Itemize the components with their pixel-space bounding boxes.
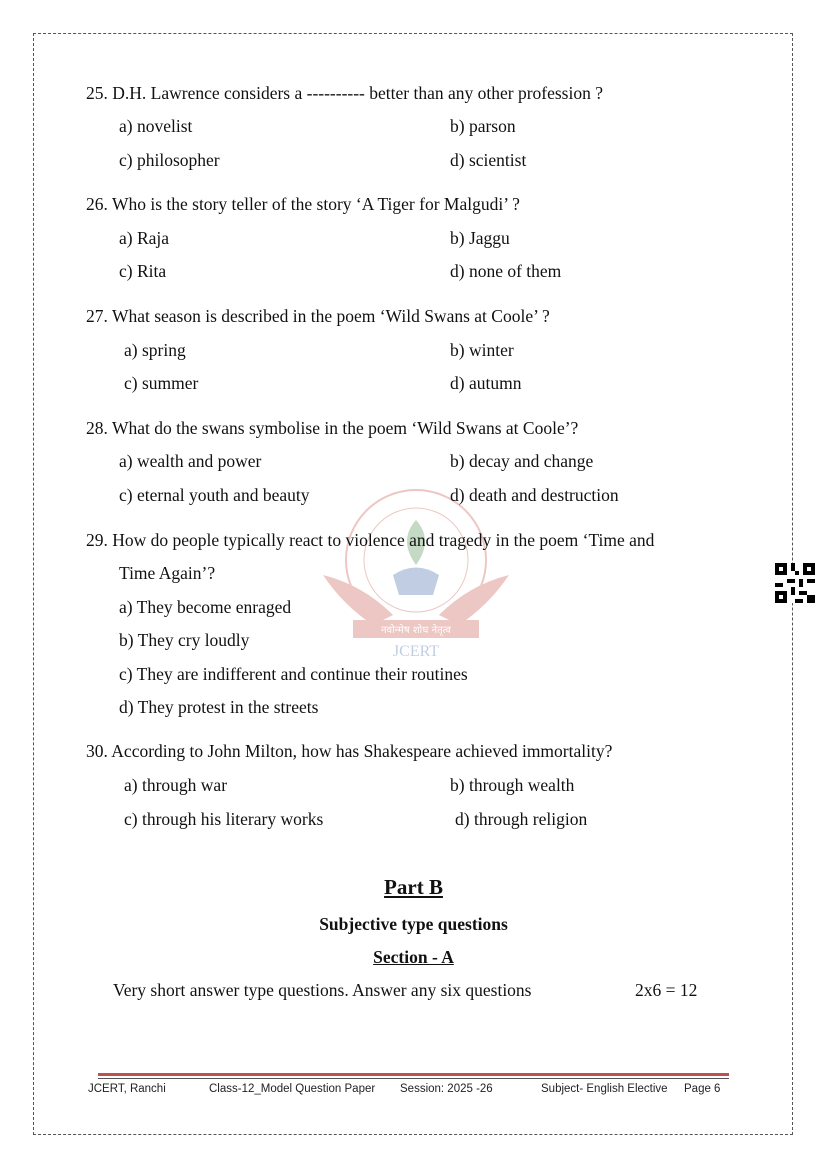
watermark-motto: नवोन्मेष शोध नेतृत्व	[381, 625, 451, 636]
option-c: c) They are indifferent and continue their routines	[119, 664, 468, 684]
option-b: b) through wealth	[450, 775, 575, 795]
option-d: d) autumn	[450, 373, 522, 393]
footer-org: JCERT, Ranchi	[88, 1083, 166, 1095]
part-b-subtitle: Subjective type questions	[319, 914, 508, 934]
option-a: a) novelist	[119, 116, 193, 136]
option-a: a) They become enraged	[119, 597, 292, 617]
option-a: a) through war	[124, 775, 228, 795]
question-number: 25.	[86, 83, 108, 103]
question-number: 28.	[86, 418, 108, 438]
question-26	[86, 194, 520, 215]
footer-class: Class-12_Model Question Paper	[209, 1083, 376, 1095]
question-text: How do people typically react to violence and tragedy in the poem ‘Time and	[112, 530, 655, 550]
question-number: 29.	[86, 530, 108, 550]
option-d: d) death and destruction	[450, 485, 619, 505]
qr-code-icon	[775, 563, 815, 603]
option-a: a) wealth and power	[119, 451, 262, 471]
option-d: d) through religion	[455, 809, 588, 829]
question-29-text-continued: Time Again’?	[119, 563, 216, 583]
option-d: d) scientist	[450, 150, 527, 170]
question-text: Who is the story teller of the story ‘A Tiger for Malgudi’ ?	[111, 194, 520, 214]
section-a-heading: Section - A	[373, 947, 454, 967]
option-b: b) parson	[450, 116, 516, 136]
question-28	[86, 418, 578, 439]
option-c: c) through his literary works	[124, 809, 324, 829]
watermark-label: JCERT	[392, 643, 440, 660]
question-text: According to John Milton, how has Shakespeare achieved immortality?	[111, 741, 613, 761]
footer-subject: Subject- English Elective	[541, 1083, 668, 1095]
jcert-watermark-logo	[318, 480, 514, 660]
question-text: What do the swans symbolise in the poem ‘Wild Swans at Coole’?	[111, 418, 579, 438]
footer-page: Page 6	[684, 1083, 721, 1095]
question-30	[86, 741, 612, 762]
question-27	[86, 306, 550, 327]
section-marks: 2x6 = 12	[635, 980, 698, 1000]
part-b-title: Part B	[384, 875, 443, 899]
question-25	[86, 83, 603, 104]
question-number: 26.	[86, 194, 108, 214]
option-c: c) Rita	[119, 261, 167, 281]
option-b: b) decay and change	[450, 451, 594, 471]
option-a: a) Raja	[119, 228, 170, 248]
option-c: c) eternal youth and beauty	[119, 485, 310, 505]
question-number: 30.	[86, 741, 108, 761]
option-b: b) winter	[450, 340, 514, 360]
option-a: a) spring	[124, 340, 186, 360]
option-d: d) none of them	[450, 261, 562, 281]
option-b: b) Jaggu	[450, 228, 510, 248]
section-instruction: Very short answer type questions. Answer any six questions	[113, 980, 532, 1000]
footer-rule-thin	[98, 1078, 729, 1079]
footer-session: Session: 2025 -26	[400, 1083, 493, 1095]
option-c: c) philosopher	[119, 150, 220, 170]
option-d: d) They protest in the streets	[119, 697, 319, 717]
question-text: What season is described in the poem ‘Wild Swans at Coole’ ?	[111, 306, 550, 326]
question-number: 27.	[86, 306, 108, 326]
option-b: b) They cry loudly	[119, 630, 250, 650]
option-c: c) summer	[124, 373, 199, 393]
question-text: D.H. Lawrence considers a ---------- better than any other profession ?	[112, 83, 604, 103]
footer-rule	[98, 1073, 729, 1076]
question-29	[86, 530, 654, 551]
